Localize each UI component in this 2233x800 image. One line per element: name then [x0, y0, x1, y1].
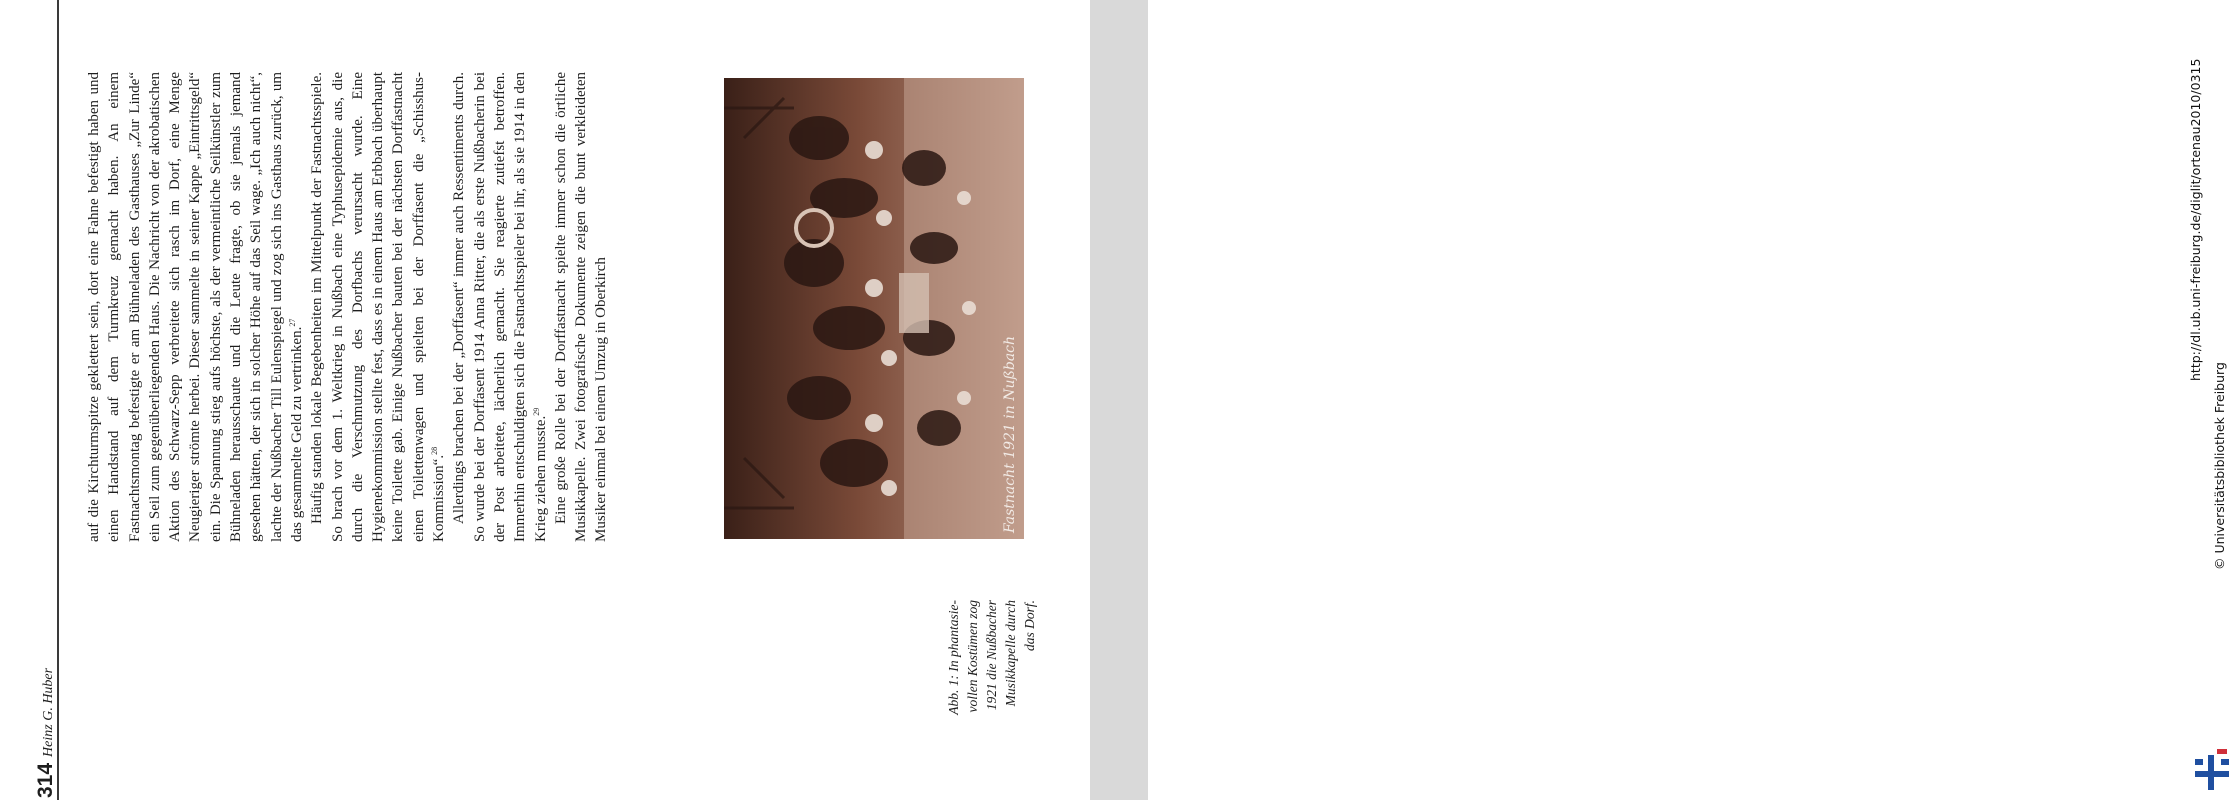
- body-text-column: [84, 72, 612, 542]
- historical-photo: [724, 78, 1024, 539]
- footnote-ref[interactable]: 29: [531, 407, 541, 416]
- paragraph: Häufig standen lokale Begebenheiten im Mittelpunkt der Fastnachtsspiele. So brach vor dem 1. Weltkrieg in Nußbach eine Typhusepidemie aus, die durch die Verschmutzung des Dorfbachs verursacht wurde. Eine Hygienekommission stellte fest, dass es in einem Haus am Erbbach überhaupt keine Toilette gab. Einige Nußbacher bauten bei der nächsten Dorffastnacht einen Toilettenwagen und spielten bei der Dorffasent die „Schisshus-Kommission“.$^{28}$: [309, 72, 448, 542]
- footnote-ref[interactable]: 28: [430, 446, 440, 455]
- figure-caption: Abb. 1: In phantasie- vollen Kostümen zog 1921 die Nußbacher Musikkapelle durch das Dorf.: [946, 600, 1037, 715]
- paragraph: Eine große Rolle bei der Dorffastnacht spielte immer schon die örtliche Musikkapelle. Zwei fotografische Dokumente zeigen die bunt verkleideten Musiker einmal bei einem Umzug in Oberkirch: [552, 72, 610, 542]
- running-header: [34, 598, 60, 798]
- copyright-notice: © Universitätsbibliothek Freiburg: [2212, 362, 2227, 570]
- document-page: [0, 0, 1090, 800]
- library-sidebar: [1090, 0, 2227, 800]
- footnote-ref[interactable]: 27: [287, 318, 297, 327]
- paragraph: Allerdings brachen bei der „Dorffasent“ immer auch Ressentiments durch. So wurde bei der Dorffasent 1914 Anna Ritter, die als erste Nußbacherin bei der Post arbeitete, lächerlich gemacht. Sie reagierte zutiefst betroffen. Immerhin entschuldigten sich die Fastnachtsspieler bei ihr, als sie 1914 in den Krieg ziehen musste.$^{29}$: [451, 72, 549, 542]
- page-number: 314: [34, 762, 57, 798]
- ub-freiburg-logo-icon: [2191, 745, 2233, 790]
- paragraph: auf die Kirchturmspitze geklettert sein, dort eine Fahne befestigt haben und einen Handstand auf dem Turmkreuz gemacht haben. An einem Fastnachtsmontag befestigte er am Bühneladen des Gasthauses „Zur Linde“ ein Seil zum gegenüberliegenden Haus. Die Nachricht von der akrobatischen Aktion des Schwarz-Sepp verbreitete sich rasch im Dorf, eine Menge Neugieriger strömte herbei. Dieser sammelte in seiner Kappe „Eintrittsgeld“ ein. Die Spannung stieg aufs höchste, als der vermeintliche Seilkünstler zum Bühneladen herausschaute und die Leute fragte, ob sie jemals jemand gesehen hätten, der sich in solcher Höhe auf das Seil wage. „Ich auch nicht“, lachte der Nußbacher Till Eulenspiegel und zog sich ins Gasthaus zurück, um das gesammelte Geld zu vertrinken.$^{27}$: [86, 72, 305, 542]
- author-name: Heinz G. Huber: [41, 667, 56, 757]
- source-url-link[interactable]: http://dl.ub.uni-freiburg.de/diglit/ortenau2010/0315: [2188, 58, 2203, 381]
- photo-inscription: Fastnacht 1921 in Nußbach: [1002, 335, 1018, 533]
